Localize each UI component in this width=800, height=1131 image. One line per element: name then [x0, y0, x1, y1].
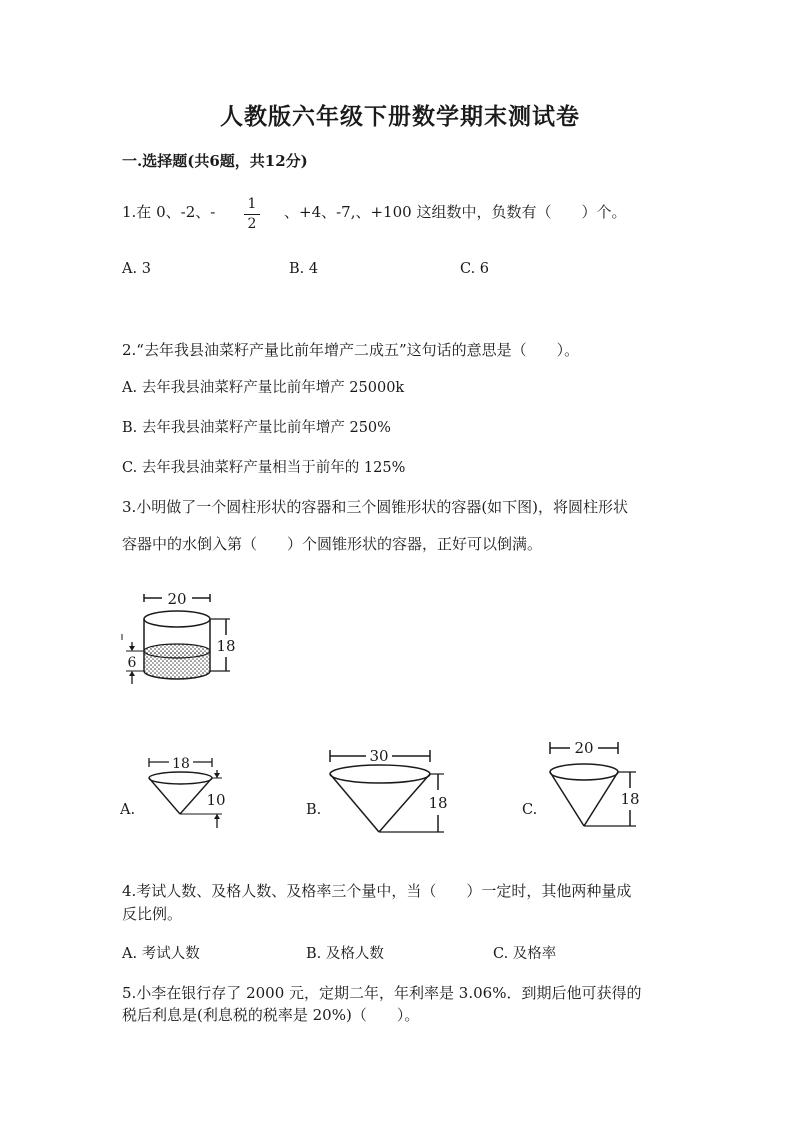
q1-fraction-numerator: 1	[247, 196, 257, 212]
cone-b-diameter: 30	[369, 747, 389, 765]
cone-c-diameter: 20	[574, 739, 594, 757]
cylinder-figure	[118, 588, 248, 693]
cone-a-label: A.	[120, 802, 136, 818]
q3-line1: 3.小明做了一个圆柱形状的容器和三个圆锥形状的容器(如下图)，将圆柱形状	[122, 498, 629, 516]
q5-line2: 税后利息是(利息税的税率是 20%)（ ）。	[122, 1006, 420, 1024]
q2-option-b: B. 去年我县油菜籽产量比前年增产 250%	[122, 420, 391, 436]
cone-c-figure	[542, 734, 652, 834]
q4-option-c: C. 及格率	[493, 946, 557, 962]
q3-line2: 容器中的水倒入第（ ）个圆锥形状的容器，正好可以倒满。	[122, 535, 543, 553]
q1-fraction-denominator: 2	[247, 216, 257, 232]
q4-option-b: B. 及格人数	[306, 946, 384, 962]
cone-c-height: 18	[620, 790, 640, 808]
cylinder-water-label: 6	[127, 655, 137, 671]
cone-a-figure	[142, 752, 242, 832]
page-title: 人教版六年级下册数学期末测试卷	[220, 103, 580, 130]
cone-b-height: 18	[428, 794, 448, 812]
cone-b-figure	[324, 740, 464, 840]
cone-c-label: C.	[522, 802, 538, 818]
q5-line1: 5.小李在银行存了 2000 元，定期二年，年利率是 3.06%．到期后他可获得的	[122, 984, 642, 1002]
q2-option-c: C. 去年我县油菜籽产量相当于前年的 125%	[122, 460, 406, 476]
q1-option-c: C. 6	[460, 261, 490, 277]
q4-line2: 反比例。	[122, 905, 183, 923]
q4-option-a: A. 考试人数	[122, 946, 200, 962]
cylinder-height-label: 18	[216, 637, 236, 655]
q4-line1: 4.考试人数、及格人数、及格率三个量中，当（ ）一定时，其他两种量成	[122, 882, 632, 900]
cone-a-diameter: 18	[172, 756, 190, 772]
q1-text-after: 、+4、-7,、+100 这组数中，负数有（ ）个。	[284, 203, 627, 221]
q1-fraction	[244, 196, 260, 233]
q2-text: 2.“去年我县油菜籽产量比前年增产二成五”这句话的意思是（ ）。	[122, 341, 580, 359]
q1-fraction-bar	[244, 214, 260, 215]
q1-text-before: 1.在 0、-2、-	[122, 203, 216, 221]
q1-option-b: B. 4	[289, 261, 319, 277]
section-heading: 一.选择题(共6题，共12分)	[122, 152, 308, 170]
q2-option-a: A. 去年我县油菜籽产量比前年增产 25000k	[122, 380, 405, 396]
cylinder-diameter-label: 20	[167, 590, 187, 608]
cone-b-label: B.	[306, 802, 322, 818]
q1-option-a: A. 3	[122, 261, 151, 277]
cone-a-height: 10	[206, 791, 226, 809]
